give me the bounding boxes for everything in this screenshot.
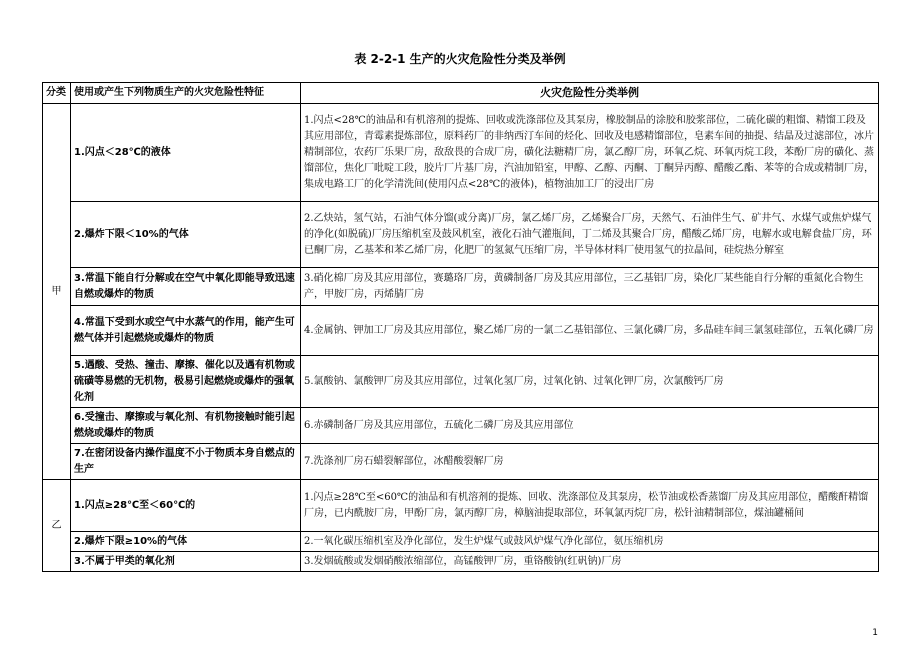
feature-cell: 1.闪点＜28℃的液体 — [71, 104, 301, 202]
table-row — [43, 408, 879, 444]
table-row — [43, 268, 879, 306]
example-cell: 4.金属钠、钾加工厂房及其应用部位，聚乙烯厂房的一氯二乙基铝部位、三氯化磷厂房，多晶硅车间三氯氢硅部位，五氧化磷厂房 — [301, 306, 879, 356]
example-cell: 6.赤磷制备厂房及其应用部位，五硫化二磷厂房及其应用部位 — [301, 408, 879, 444]
table-row — [43, 480, 879, 532]
example-cell: 2.乙炔站，氢气站，石油气体分馏(或分离)厂房，氯乙烯厂房，乙烯聚合厂房，天然气、石油伴生气、矿井气、水煤气或焦炉煤气的净化(如脱硫)厂房压缩机室及鼓风机室，液化石油气灌瓶间，丁二烯及其聚合厂房，醋酸乙烯厂房，电解水或电解食盐厂房，环已酮厂房，乙基苯和苯乙烯厂房，化肥厂的氢氮气压缩厂房，半导体材料厂使用氢气的拉晶间，硅烷热分解室 — [301, 202, 879, 268]
header-category: 分类 — [43, 83, 71, 104]
feature-cell: 2.爆炸下限＜10%的气体 — [71, 202, 301, 268]
table-row — [43, 202, 879, 268]
feature-cell: 1.闪点≥28℃至＜60℃的 — [71, 480, 301, 532]
header-feature: 使用或产生下列物质生产的火灾危险性特征 — [71, 83, 301, 104]
feature-cell: 5.遇酸、受热、撞击、摩擦、催化以及遇有机物或硫磺等易燃的无机物，极易引起燃烧或爆炸的强氧化剂 — [71, 356, 301, 408]
feature-cell: 7.在密闭设备内操作温度不小于物质本身自燃点的生产 — [71, 444, 301, 480]
table-row — [43, 532, 879, 552]
example-cell: 5.氯酸钠、氯酸钾厂房及其应用部位，过氧化氢厂房，过氧化钠、过氧化钾厂房，次氯酸钙厂房 — [301, 356, 879, 408]
header-example: 火灾危险性分类举例 — [301, 83, 879, 104]
example-cell: 1.闪点<28℃的油品和有机溶剂的提炼、回收或洗涤部位及其泵房，橡胶制品的涂胶和胶浆部位，二硫化碳的粗馏、精馏工段及其应用部位，青霉素提炼部位，原料药厂的非纳西汀车间的烃化、回收及电感精馏部位，皂素车间的抽提、结晶及过滤部位，冰片精制部位，农药厂乐果厂房，敌敌畏的合成厂房，磺化法糖精厂房，氯乙醇厂房，环氧乙烷、环氧丙烷工段，苯酚厂房的磺化、蒸馏部位，焦化厂吡啶工段，胶片厂片基厂房，汽油加铅室，甲醇、乙醇、丙酮、丁酮异丙醇、醋酸乙酯、苯等的合成或精制厂房，集成电路工厂的化学清洗间(使用闪点<28℃的液体)，植物油加工厂的浸出厂房 — [301, 104, 879, 202]
feature-cell: 4.常温下受到水或空气中水蒸气的作用，能产生可燃气体并引起燃烧或爆炸的物质 — [71, 306, 301, 356]
table-header-row — [43, 83, 879, 104]
table-title: 表 2-2-1 生产的火灾危险性分类及举例 — [354, 52, 566, 66]
feature-cell: 2.爆炸下限≥10%的气体 — [71, 532, 301, 552]
table-row — [43, 306, 879, 356]
example-cell: 3.硝化棉厂房及其应用部位，赛璐珞厂房，黄磷制备厂房及其应用部位，三乙基铝厂房，染化厂某些能自行分解的重氮化合物生产，甲胺厂房，丙烯腈厂房 — [301, 268, 879, 306]
table-row — [43, 552, 879, 572]
category-yi: 乙 — [43, 480, 71, 572]
category-jia: 甲 — [43, 104, 71, 480]
example-cell: 7.洗涤剂厂房石蜡裂解部位，冰醋酸裂解厂房 — [301, 444, 879, 480]
fire-risk-table — [42, 82, 879, 572]
table-row — [43, 444, 879, 480]
page-number: 1 — [872, 628, 878, 638]
example-cell: 1.闪点≥28℃至<60℃的油品和有机溶剂的提炼、回收、洗涤部位及其泵房，松节油或松香蒸馏厂房及其应用部位，醋酸酐精馏厂房，已内酰胺厂房，甲酚厂房，氯丙醇厂房，樟脑油提取部位，环氧氯丙烷厂房，松针油精制部位，煤油罐桶间 — [301, 480, 879, 532]
table-row — [43, 356, 879, 408]
example-cell: 2.一氧化碳压缩机室及净化部位，发生炉煤气或鼓风炉煤气净化部位，氨压缩机房 — [301, 532, 879, 552]
feature-cell: 6.受撞击、摩擦或与氧化剂、有机物接触时能引起燃烧或爆炸的物质 — [71, 408, 301, 444]
feature-cell: 3.不属于甲类的氧化剂 — [71, 552, 301, 572]
example-cell: 3.发烟硫酸或发烟硝酸浓缩部位，高锰酸钾厂房，重铬酸钠(红矾钠)厂房 — [301, 552, 879, 572]
table-row — [43, 104, 879, 202]
feature-cell: 3.常温下能自行分解或在空气中氧化即能导致迅速自燃或爆炸的物质 — [71, 268, 301, 306]
